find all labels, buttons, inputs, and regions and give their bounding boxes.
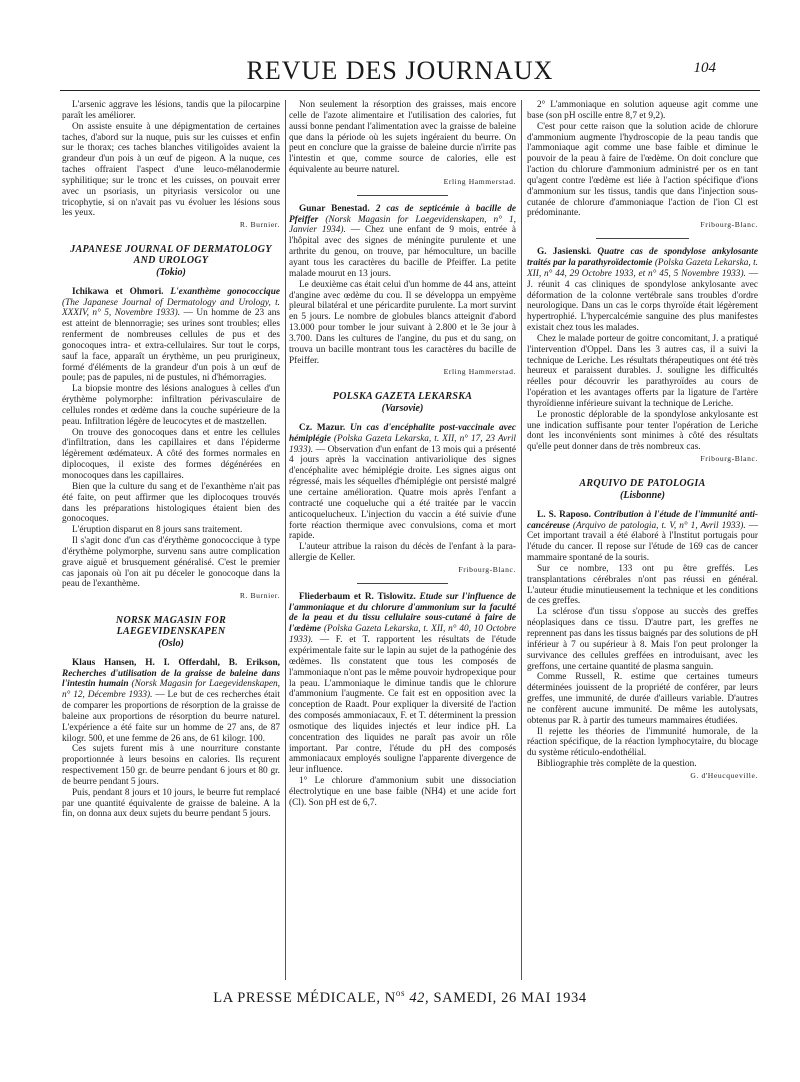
signature: Fribourg-Blanc. [700,220,758,230]
separator [357,583,448,584]
header-rule [60,90,760,91]
article-body: — Le but de ces recherches était de comparer les proportions de résorption de la graisse de baleine aux proportions de résorption du beurre naturel. L'expérience a été faite sur un homme de 27 ans, de 87 kilogr. 500, et une femme de 26 ans, de 61 kilogr. 100. [62,690,280,744]
article-title: L'exanthème gonococcique [170,286,280,297]
article-body: — J. réunit 4 cas cliniques de spondylose ankylosante avec déformation de la colonne vertébrale sans troubles d'ordre neurologique. Dans un cas le corps thyroïde était légèrement hypertrophié. L'hypercalcémie sanguine des plus manifestes existait chez tous les malades. [527,268,759,334]
paragraph: Sur ce nombre, 133 ont pu être greffés. Les transplantations cérébrales n'ont pas réussi en général. L'auteur étudie minutieusement la technique et les conditions de ces greffes. [527,563,758,607]
paragraph: L'auteur attribue la raison du décès de l'enfant à la para-allergie de Keller. [289,542,516,564]
article-title: 2 cas de septicémie à bacille de Pfeiffer [289,203,516,225]
journal-location: (Oslo) [158,637,184,649]
paragraph: La sclérose d'un tissu s'oppose au succès des greffes néoplasiques dans ce tissu. D'autre part, les greffes ne reprennent pas dans les tissus baignés par des solutions de pH inférieur à 7 ou supérieur à 8. Mais l'on peut prolonger la survivance des cellules greffées en introduisant, avec les greffons, une certaine quantité de plasma sanguin. [527,607,758,672]
column-divider [285,100,286,980]
signature: Fribourg-Blanc. [700,454,758,464]
paragraph: Le pronostic déplorable de la spondylose ankylosante est une indication suffisante pour tenter l'opération de Leriche dont les inconvénients sont minimes à côté des résultats qu'elle peut donner dans de très nombreux cas. [527,409,758,453]
paragraph: C'est pour cette raison que la solution acide de chlorure d'ammonium augmente l'hydroscopie de la peau tandis que l'ammoniaque agit comme une base faible et diminue le pouvoir de la peau à faire de l'œdème. On doit conclure que l'action du chlorure d'ammonium administré per os en tant qu'agent contre l'œdème est liée à l'action spécifique d'ions d'ammonium sur les tissus, tandis que dans l'injection sous-cutanée de chlorure d'ammoniaque l'action de l'ion Cl est prédominante. [527,121,758,219]
signature: Erling Hammerstad. [443,367,516,377]
journal-location: (Tokio) [156,266,186,278]
article-authors: L. S. Raposo. [537,509,591,520]
article [289,204,516,280]
column-2 [289,100,516,809]
footer-date: SAMEDI, 26 MAI 1934 [433,989,587,1006]
signature: R. Burnier. [239,591,280,601]
separator [596,238,688,239]
article-authors: Fliederbaum et R. Tislowitz. [299,591,416,602]
article [289,592,516,776]
paragraph: Chez le malade porteur de goitre concomitant, J. a pratiqué l'intervention d'Oppel. Dans les 3 autres cas, il a suivi la technique de Leriche. Les résultats thérapeutiques ont été très heureux et paraissent durables. J. souligne les difficultés réelles pour découvrir les parathyroïdes au cours de l'opération et les avantages offerts par la ligature de l'artère thyroïdienne inférieure suivant la technique de Leriche. [527,333,758,409]
paragraph: Non seulement la résorption des graisses, mais encore celle de l'azote alimentaire et l'utilisation des calories, fut aussi bonne pendant l'alimentation avec la graisse de baleine que dans la période où les sujets ingéraient du beurre. On peut en conclure que la graisse de baleine durcie n'irrite pas l'intestin et que, comme source de calories, elle est équivalente au beurre naturel. [289,100,516,176]
footer-issue-number: 42, [409,989,430,1006]
journal-location: (Varsovie) [381,403,424,415]
article-reference: (Polska Gazeta Lekarska, t. XII, n° 44, 29 Octobre 1933, et n° 45, 5 Novembre 1933). [527,257,759,279]
article-title: Etude sur l'influence de l'ammoniaque et du chlorure d'ammonium sur la faculté de la peau et du tissu cellulaire sous-cutané à faire de l'œdème [289,591,516,635]
page-number: 104 [693,60,716,76]
journal-heading: JAPANESE JOURNAL OF DERMATOLOGY AND UROLOGY [70,244,272,266]
article-authors: Ichikawa et Ohmori. [72,286,164,297]
paragraph: L'arsenic aggrave les lésions, tandis que la pilocarpine paraît les améliorer. [62,100,280,121]
paragraph: Bien que la culture du sang et de l'exanthème n'ait pas été faite, on peut affirmer que les diplocoques trouvés dans les préparations histologiques étaient bien des gonocoques. [62,481,280,525]
paragraph: Il rejette les théories de l'immunité humorale, de la réaction spécifique, de la réaction lymphocytaire, du blocage du système réticulo-endothélial. [527,726,758,759]
column-1 [62,100,280,820]
signature: G. d'Heucqueville. [690,770,758,780]
signature: Erling Hammerstad. [443,176,516,186]
paragraph: Ces sujets furent mis à une nourriture constante proportionnée à leurs besoins en calories. Ils reçurent respectivement 150 gr. de beurre pendant 6 jours et 80 gr. de beurre pendant 5 jours. [62,744,280,787]
column-divider [521,100,522,980]
paragraph: Il s'agit donc d'un cas d'érythème gonococcique à type d'érythème polymorphe, survenu sans autre complication grave aiguë et brusquement généralisé. C'est le premier cas japonais où l'on ait pu déceler le gonocoque dans la peau de l'exanthème. [62,536,280,590]
paragraph: La biopsie montre des lésions analogues à celles d'un érythème polymorphe: infiltration périvasculaire de cellules rondes et œdème dans la couche supérieure de la peau. Infiltration légère de leucocytes et de mastzellen. [62,384,280,427]
paragraph: L'éruption disparut en 8 jours sans traitement. [72,525,243,536]
paragraph: 2° L'ammoniaque en solution aqueuse agit comme une base (son pH oscille entre 8,7 et 9,2). [527,100,758,121]
article-reference: (Polska Gazeta Lekarska, t. XII, n° 40, 10 Octobre 1933). [289,624,517,646]
article-title: Contribution à l'étude de l'immunité anti-cancéreuse [527,509,759,531]
paragraph: 1° Le chlorure d'ammonium subit une dissociation électrolytique en une base faible (NH4) et une acide fort (Cl). Son pH est de 6,7. [289,776,516,808]
footer-journal: LA PRESSE MÉDICALE, N [213,989,396,1006]
paragraph: On trouve des gonocoques dans et entre les cellules d'infiltration, dans les capillaires et dans l'épiderme légèrement œdémateux. A côté des formes normales en diplocoques, il existe des formes dégénérées en monocoques dans les capillaires. [62,427,280,481]
separator [357,195,448,196]
journal-location: (Lisbonne) [620,489,665,501]
article-authors: Gunar Benestad. [299,203,370,214]
article-title: Recherches d'utilisation de la graisse de baleine dans l'intestin humain [62,668,280,690]
article-title: Un cas d'encéphalite post-vaccinale avec hémiplégie [289,422,517,444]
article [62,658,280,745]
article-authors: Cz. Mazur. [299,422,346,433]
journal-heading: NORSK MAGASIN FOR LAEGEVIDENSKAPEN [115,615,227,637]
page-title: REVUE DES JOURNAUX [246,56,554,85]
journal-heading: POLSKA GAZETA LEKARSKA [332,391,473,403]
paragraph: Puis, pendant 8 jours et 10 jours, le beurre fut remplacé par une quantité équivalente de graisse de baleine. A la fin, on donna aux deux sujets du beurre pendant 5 jours. [62,787,280,820]
paragraph: Le deuxième cas était celui d'un homme de 44 ans, atteint d'angine avec œdème du cou. Il se développa un empyème pleural bilatéral et une péricardite purulente. La mort survint en 5 jours. Le nombre de globules blancs atteignit d'abord 13.000 pour tomber le jour suivant à 2.800 et le 3e jour à 3.700. Dans les cultures de l'angine, du pus et du sang, on trouva un bacille montrant tous les caractères du bacille de Pfeiffer. [289,279,516,366]
article-body: — F. et T. rapportent les résultats de l'étude expérimentale faite sur le lapin au sujet de la pathogénie des œdèmes. Ils constatent que tous les composés de l'ammoniaque n'ont pas le même pouvoir hydropexique pour la peau. L'ammoniaque le diminue tandis que le chlorure d'ammonium l'augmente. Ce fait est en opposition avec la conception de Raadt. Pour expliquer la diversité de l'action des composés ammoniacaux, F. et T. déterminent la pression osmotique des liquides injectés et leur indice pH. La concentration des liquides ne paraît pas avoir un rôle important. Par contre, l'étude du pH des composés ammoniacaux employés souligne l'apparente divergence de leur influence. [289,635,516,776]
page-footer: LA PRESSE MÉDICALE, $N^{os}$ 42, SAMEDI, 26 MAI 1934 [213,988,587,1006]
paragraph: Comme Russell, R. estime que certaines tumeurs déterminées jouissent de la propriété de conférer, par leurs greffes, une immunité, de durée d'ailleurs variable. D'autres ne confèrent aucune immunité. De même les autolysats, obtenus par R. à partir des tumeurs mammaires étudiées. [527,672,758,726]
article [62,287,280,385]
signature: R. Burnier. [239,220,280,230]
article [527,510,758,564]
article [527,247,758,334]
article [289,423,516,542]
article-body: — Cet important travail a été élaboré à l'Institut portugais pour l'étude du cancer. Il repose sur l'étude de 169 cas de cancer mammaire spontané de la souris. [527,520,758,564]
article-reference: (Norsk Magasin for Laegevidenskapen, n° 1, Janvier 1934). [289,214,516,236]
article-body: — Observation d'un enfant de 13 mois qui a présenté 4 jours après la vaccination antivariolique des signes d'encéphalite avec hémiplégie droite. Les signes aigus ont régressé, mais les séquelles d'hémiplégie ont persisté malgré une certaine amélioration. Quatre mois après l'enfant a contracté une coqueluche qui a été traitée par le vaccin anticoquelucheux. L'injection du vaccin a été suivie d'une forte réaction thermique avec convulsions, coma et mort rapide. [289,444,517,542]
article-body: — Un homme de 23 ans est atteint de blennorragie; ses urines sont troubles; elles renferment de nombreuses cellules de pus et des gonocoques intra- et extra-cellulaires. Sur tout le corps, sauf la face, apparaît un érythème, un peu prurigineux, formé d'éléments de la grandeur d'un pois à un œuf de poule; pas de papules, ni de pustules, ni d'hémorragies. [62,308,280,384]
article-reference: (Arquivo de patologia, t. V, n° 1, Avril 1933). [572,520,746,531]
article-authors: Klaus Hansen, H. I. Offerdahl, B. Erikson, [72,657,280,668]
paragraph: On assiste ensuite à une dépigmentation de certaines taches, d'abord sur la nuque, puis sur les cuisses et enfin sur le thorax; ces taches blanches vitiligoïdes avaient la grandeur d'un pois à un œuf de pigeon. A la nuque, ces taches offraient l'aspect d'une leuco-mélanodermie syphilitique; sur le tronc et les cuisses, on pouvait errer avec un psoriasis, un pityriasis versicolor ou une tricophytie, si on n'avait pas vu évoluer les lésions sous les yeux. [62,121,280,219]
article-reference: (Norsk Magasin for Laegevidenskapen, n° 12, Décembre 1933). [62,679,280,701]
journal-heading: ARQUIVO DE PATOLOGIA [579,478,706,489]
article-body: — Chez une enfant de 9 mois, entrée à l'hôpital avec des signes de méningite purulente et une arthrite du genou, on trouve, par hémoculture, un bacille ayant tous les caractères du bacille de Pfeiffer. La petite malade mourut en 13 jours. [289,225,517,279]
column-3 [527,100,758,784]
article-reference: (The Japanese Journal of Dermatology and Urology, t. XXXIV, n° 5, Novembre 1933). [62,297,280,319]
signature: Fribourg-Blanc. [458,564,516,574]
article-authors: G. Jasienski. [537,247,592,258]
article-reference: (Polska Gazeta Lekarska, t. XII, n° 17, 23 Avril 1933). [289,433,516,455]
paragraph: Bibliographie très complète de la question. [537,759,697,770]
article-title: Quatre cas de spondylose ankylosante traités par la parathyroïdectomie [527,247,758,268]
